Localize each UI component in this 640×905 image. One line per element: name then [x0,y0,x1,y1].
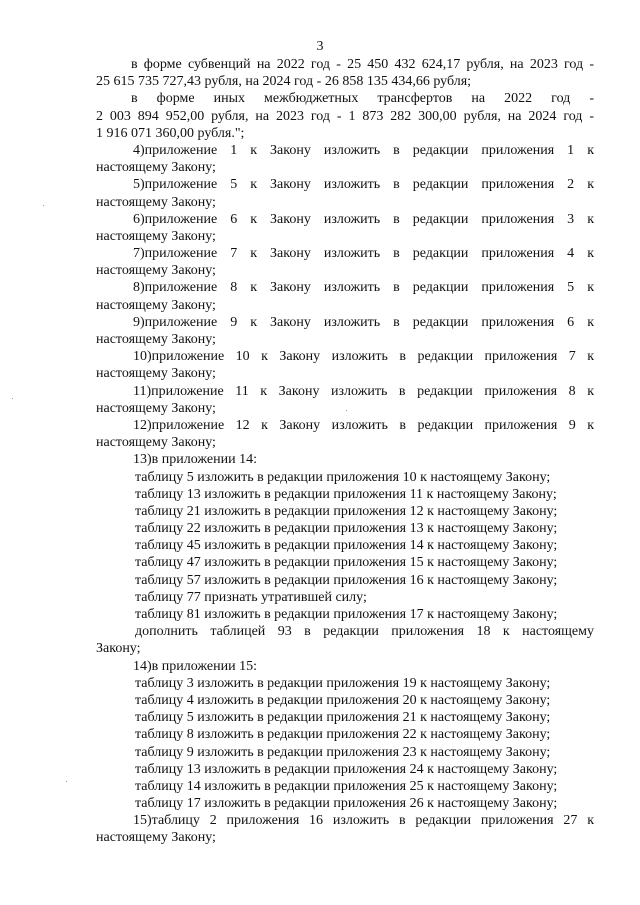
page-number: 3 [316,39,324,54]
text-line: 7)приложение 7 к Закону изложить в редакции приложения 4 к [133,246,594,262]
text-line: таблицу 4 изложить в редакции приложения 20 к настоящему Закону; [135,692,551,708]
text-line: таблицу 13 изложить в редакции приложения 11 к настоящему Закону; [135,486,557,502]
text-line: таблицу 5 изложить в редакции приложения 10 к настоящему Закону; [135,469,551,485]
text-line: настоящему Закону; [96,830,216,846]
text-line: таблицу 17 изложить в редакции приложения 26 к настоящему Закону; [135,796,558,812]
text-line: 4)приложение 1 к Закону изложить в редакции приложения 1 к [133,142,594,158]
scan-speck [43,205,44,206]
text-line: в форме иных межбюджетных трансфертов на 2022 год - [131,91,594,107]
text-line: таблицу 22 изложить в редакции приложения 13 к настоящему Закону; [135,521,558,537]
text-line: таблицу 57 изложить в редакции приложения 16 к настоящему Закону; [135,572,558,588]
text-line: таблицу 81 изложить в редакции приложения 17 к настоящему Закону; [135,607,558,622]
text-line: таблицу 9 изложить в редакции приложения 23 к настоящему Закону; [135,744,551,760]
scan-speck [12,398,13,399]
text-line: настоящему Закону; [96,297,216,313]
scan-speck [346,410,347,411]
text-line: таблицу 47 изложить в редакции приложения 15 к настоящему Закону; [135,555,558,571]
text-line: 25 615 735 727,43 рубля, на 2024 год - 26 858 135 434,66 рубля; [96,74,472,90]
text-line: 13)в приложении 14: [133,452,257,468]
text-line: настоящему Закону; [96,263,216,279]
text-line: 8)приложение 8 к Закону изложить в редакции приложения 5 к [133,280,594,296]
text-line: настоящему Закону; [96,228,216,244]
text-line: настоящему Закону; [96,435,216,451]
text-line: таблицу 14 изложить в редакции приложения 25 к настоящему Закону; [135,778,558,794]
text-line: таблицу 13 изложить в редакции приложения 24 к настоящему Закону; [135,761,558,777]
text-line: настоящему Закону; [96,160,216,176]
text-line: 6)приложение 6 к Закону изложить в редакции приложения 3 к [133,211,594,227]
text-line: 5)приложение 5 к Закону изложить в редакции приложения 2 к [133,177,594,193]
text-line: настоящему Закону; [96,400,216,416]
text-line: 14)в приложении 15: [133,658,257,674]
text-line: таблицу 21 изложить в редакции приложения 12 к настоящему Закону; [135,503,558,519]
text-line: 12)приложение 12 к Закону изложить в редакции приложения 9 к [133,417,594,433]
text-line: таблицу 45 изложить в редакции приложения 14 к настоящему Закону; [135,538,558,554]
text-line: 9)приложение 9 к Закону изложить в редакции приложения 6 к [133,314,594,330]
document-body [96,56,594,847]
text-line: 11)приложение 11 к Закону изложить в редакции приложения 8 к [133,383,594,399]
text-line: 2 003 894 952,00 рубля, на 2023 год - 1 873 282 300,00 рубля, на 2024 год - [96,108,594,124]
text-line: 1 916 071 360,00 рубля."; [96,125,245,141]
text-line: дополнить таблицей 93 в редакции приложения 18 к настоящему [135,624,594,640]
text-line: настоящему Закону; [96,194,216,210]
text-line: настоящему Закону; [96,366,216,382]
text-line: Закону; [96,641,141,657]
text-line: таблицу 3 изложить в редакции приложения 19 к настоящему Закону; [135,675,551,691]
text-line: настоящему Закону; [96,332,216,347]
text-line: в форме субвенций на 2022 год - 25 450 432 624,17 рубля, на 2023 год - [131,57,594,72]
text-line: таблицу 8 изложить в редакции приложения 22 к настоящему Закону; [135,727,551,743]
text-line: таблицу 5 изложить в редакции приложения 21 к настоящему Закону; [135,710,551,726]
text-line: 10)приложение 10 к Закону изложить в редакции приложения 7 к [133,349,594,365]
text-line: таблицу 77 признать утратившей силу; [135,589,367,605]
text-line: 15)таблицу 2 приложения 16 изложить в редакции приложения 27 к [133,813,594,829]
scan-speck [66,781,67,782]
